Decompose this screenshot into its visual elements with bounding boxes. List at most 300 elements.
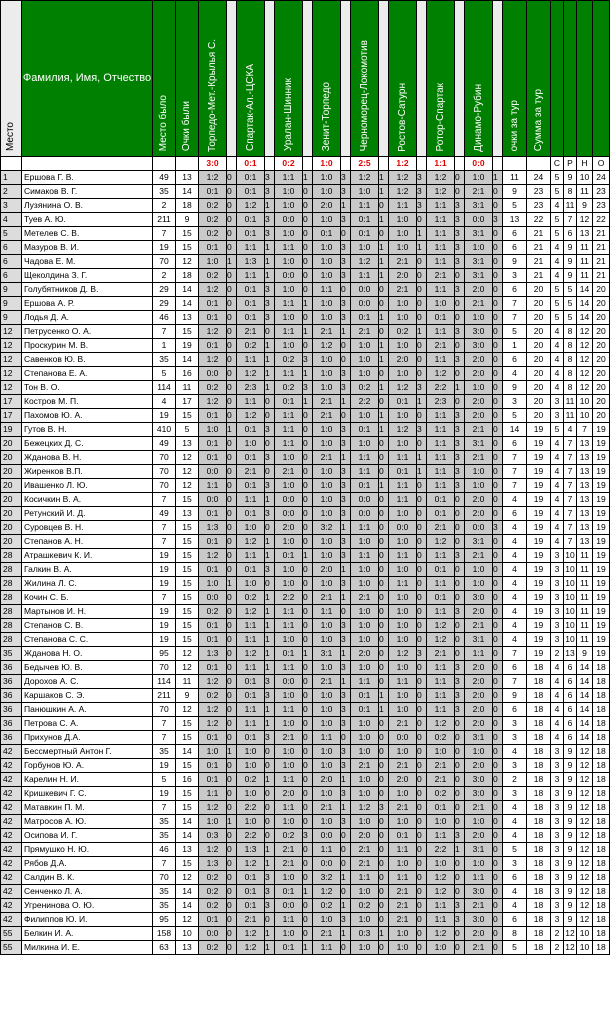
value-cell: 4 [551,241,564,255]
value-cell: 19 [593,451,610,465]
value-cell: 0:1 [237,689,265,703]
name-cell: Сенченко Л. А. [22,885,153,899]
name-cell: Кочин С. Б. [22,591,153,605]
name-cell: Жиренков В.П. [22,465,153,479]
value-cell: 0:1 [275,647,303,661]
value-cell: 3 [455,829,465,843]
value-cell: 1 [341,395,351,409]
value-cell: 1:0 [389,409,417,423]
value-cell: 0 [455,521,465,535]
place-cell: 20 [1,437,22,451]
value-cell: 2:1 [275,731,303,745]
value-cell: 0 [303,913,313,927]
value-cell: 9 [503,689,527,703]
value-cell: 1:2 [199,675,227,689]
value-cell: 20 [527,395,551,409]
value-cell: 0 [455,857,465,871]
value-cell: 1:1 [427,241,455,255]
value-cell: 0:0 [351,493,379,507]
value-cell: 7 [564,521,577,535]
table-row [1,465,610,479]
value-cell: 12 [577,871,593,885]
value-cell: 0 [227,591,237,605]
value-cell: 19 [527,493,551,507]
value-cell: 0 [455,731,465,745]
name-cell: Суровцев В. Н. [22,521,153,535]
value-cell: 3 [455,913,465,927]
value-cell: 0 [493,885,503,899]
value-cell: 21 [527,227,551,241]
value-cell: 0:1 [237,507,265,521]
table-row [1,689,610,703]
value-cell: 1:2 [389,171,417,185]
value-cell: 1 [379,339,389,353]
value-cell: 211 [153,213,176,227]
value-cell: 1:0 [275,759,303,773]
place-cell: 12 [1,381,22,395]
value-cell: 5 [551,297,564,311]
header-gap [493,1,503,157]
value-cell: 0 [379,465,389,479]
value-cell: 4 [503,493,527,507]
value-cell: 0:0 [199,367,227,381]
value-cell: 0 [303,479,313,493]
value-cell: 1:0 [351,787,379,801]
value-cell: 2:1 [389,885,417,899]
value-cell: 1:0 [389,689,417,703]
value-cell: 18 [527,885,551,899]
name-cell: Метелев С. В. [22,227,153,241]
value-cell: 0:2 [275,353,303,367]
value-cell: 3 [455,703,465,717]
value-cell: 0 [303,815,313,829]
results-row [1,157,610,171]
value-cell: 0 [493,773,503,787]
header-stat-blank [564,1,577,157]
value-cell: 0:1 [237,675,265,689]
value-cell: 0 [227,479,237,493]
value-cell: 19 [593,535,610,549]
value-cell: 0 [455,493,465,507]
name-cell: Петрусенко О. А. [22,325,153,339]
value-cell: 0 [493,731,503,745]
value-cell: 0 [455,339,465,353]
value-cell: 3 [493,213,503,227]
value-cell: 0 [493,801,503,815]
value-cell: 2:1 [427,647,455,661]
value-cell: 0 [379,297,389,311]
value-cell: 1:1 [313,731,341,745]
value-cell: 1 [417,465,427,479]
value-cell: 1 [341,591,351,605]
value-cell: 19 [593,493,610,507]
value-cell: 19 [153,787,176,801]
value-cell: 8 [564,353,577,367]
results-blank [341,157,351,171]
header-match-5: Черноморец-Локомотив [351,1,379,157]
place-cell: 36 [1,689,22,703]
value-cell: 1:2 [199,843,227,857]
value-cell: 0 [417,297,427,311]
value-cell: 0 [341,829,351,843]
value-cell: 0:1 [237,297,265,311]
value-cell: 0 [227,605,237,619]
value-cell: 6 [503,871,527,885]
header-gap [417,1,427,157]
value-cell: 10 [577,171,593,185]
value-cell: 18 [593,661,610,675]
value-cell: 211 [153,689,176,703]
value-cell: 5 [503,409,527,423]
value-cell: 1 [379,269,389,283]
value-cell: 0:1 [199,633,227,647]
value-cell: 1 [341,563,351,577]
value-cell: 6 [503,437,527,451]
value-cell: 19 [593,633,610,647]
value-cell: 1:1 [237,241,265,255]
table-row [1,353,610,367]
place-cell: 17 [1,409,22,423]
value-cell: 14 [577,689,593,703]
value-cell: 3 [455,437,465,451]
value-cell: 23 [527,185,551,199]
value-cell: 1:1 [389,451,417,465]
value-cell: 12 [577,815,593,829]
value-cell: 15 [176,605,199,619]
value-cell: 7 [503,465,527,479]
value-cell: 15 [176,857,199,871]
value-cell: 18 [593,885,610,899]
value-cell: 2:0 [465,829,493,843]
value-cell: 12 [577,339,593,353]
value-cell: 3 [341,689,351,703]
value-cell: 0:1 [427,591,455,605]
value-cell: 14 [503,423,527,437]
value-cell: 1:0 [351,563,379,577]
value-cell: 20 [527,353,551,367]
value-cell: 0:2 [199,199,227,213]
value-cell: 7 [153,731,176,745]
value-cell: 14 [176,353,199,367]
value-cell: 2:0 [465,367,493,381]
value-cell: 2:1 [351,843,379,857]
value-cell: 20 [593,395,610,409]
value-cell: 9 [564,745,577,759]
value-cell: 15 [176,577,199,591]
name-cell: Рябов Д.А. [22,857,153,871]
value-cell: 0 [303,255,313,269]
value-cell: 3 [455,213,465,227]
place-cell: 35 [1,647,22,661]
value-cell: 12 [176,661,199,675]
value-cell: 46 [153,843,176,857]
header-match-4: Зенит-Торпедо [313,1,341,157]
table-row [1,521,610,535]
value-cell: 12 [176,479,199,493]
value-cell: 20 [527,381,551,395]
value-cell: 0 [493,633,503,647]
value-cell: 4 [551,535,564,549]
value-cell: 1:0 [351,577,379,591]
value-cell: 0 [417,283,427,297]
value-cell: 0 [303,423,313,437]
value-cell: 6 [564,227,577,241]
value-cell: 0 [455,647,465,661]
value-cell: 1:0 [313,717,341,731]
value-cell: 1:1 [427,479,455,493]
value-cell: 29 [153,297,176,311]
value-cell: 0 [493,353,503,367]
value-cell: 15 [176,535,199,549]
header-match-6: Ростов-Сатурн [389,1,417,157]
value-cell: 0 [341,339,351,353]
value-cell: 1:0 [427,815,455,829]
value-cell: 4 [503,829,527,843]
value-cell: 0:1 [199,731,227,745]
value-cell: 0:1 [237,185,265,199]
value-cell: 0 [493,339,503,353]
value-cell: 3 [341,619,351,633]
table-row [1,731,610,745]
value-cell: 1:0 [389,857,417,871]
value-cell: 0 [265,913,275,927]
value-cell: 0 [303,507,313,521]
value-cell: 3 [551,395,564,409]
value-cell: 18 [176,199,199,213]
value-cell: 9 [564,255,577,269]
value-cell: 1:1 [427,437,455,451]
value-cell: 0:1 [199,619,227,633]
value-cell: 20 [527,325,551,339]
value-cell: 0 [303,311,313,325]
value-cell: 0:2 [199,871,227,885]
value-cell: 3 [303,381,313,395]
value-cell: 19 [153,549,176,563]
table-row [1,633,610,647]
value-cell: 0:1 [351,227,379,241]
value-cell: 15 [176,409,199,423]
value-cell: 2:0 [389,773,417,787]
value-cell: 63 [153,941,176,955]
value-cell: 1:0 [275,479,303,493]
value-cell: 0 [303,591,313,605]
value-cell: 1 [379,689,389,703]
value-cell: 0 [227,801,237,815]
value-cell: 0 [379,913,389,927]
value-cell: 9 [564,899,577,913]
value-cell: 18 [527,843,551,857]
value-cell: 9 [564,171,577,185]
value-cell: 2 [153,269,176,283]
value-cell: 12 [577,899,593,913]
value-cell: 10 [577,395,593,409]
value-cell: 3 [341,633,351,647]
value-cell: 14 [176,283,199,297]
value-cell: 1:0 [313,423,341,437]
value-cell: 10 [577,409,593,423]
name-cell: Галкин В. А. [22,563,153,577]
name-cell: Гутов В. Н. [22,423,153,437]
value-cell: 1:0 [389,815,417,829]
value-cell: 1 [379,423,389,437]
value-cell: 13 [176,941,199,955]
value-cell: 1 [265,353,275,367]
value-cell: 158 [153,927,176,941]
value-cell: 1:0 [313,535,341,549]
value-cell: 20 [593,353,610,367]
value-cell: 0 [417,843,427,857]
value-cell: 0 [341,885,351,899]
value-cell: 1 [265,619,275,633]
value-cell: 15 [176,591,199,605]
value-cell: 0 [303,619,313,633]
value-cell: 9 [564,815,577,829]
value-cell: 0 [417,815,427,829]
value-cell: 12 [577,325,593,339]
value-cell: 1:0 [275,283,303,297]
value-cell: 1 [265,647,275,661]
value-cell: 0 [455,927,465,941]
value-cell: 1 [265,255,275,269]
value-cell: 1:1 [427,213,455,227]
value-cell: 2:1 [465,451,493,465]
value-cell: 0:1 [237,311,265,325]
value-cell: 114 [153,381,176,395]
value-cell: 1 [379,185,389,199]
value-cell: 0 [493,437,503,451]
value-cell: 0 [303,283,313,297]
value-cell: 1 [303,941,313,955]
value-cell: 0 [303,899,313,913]
value-cell: 19 [176,339,199,353]
value-cell: 1:2 [237,199,265,213]
value-cell: 1:0 [275,815,303,829]
place-cell: 1 [1,171,22,185]
value-cell: 2:1 [389,899,417,913]
value-cell: 0 [417,899,427,913]
header-gap [455,1,465,157]
value-cell: 1:0 [465,857,493,871]
value-cell: 19 [527,577,551,591]
value-cell: 1:2 [427,535,455,549]
value-cell: 0:1 [237,451,265,465]
value-cell: 3:0 [465,339,493,353]
value-cell: 0 [227,283,237,297]
value-cell: 0 [379,675,389,689]
value-cell: 1:0 [389,787,417,801]
results-blank [303,157,313,171]
value-cell: 0 [303,185,313,199]
value-cell: 2 [153,199,176,213]
value-cell: 3 [455,661,465,675]
value-cell: 0 [455,297,465,311]
name-cell: Симаков В. Г. [22,185,153,199]
value-cell: 1:1 [275,801,303,815]
place-cell: 36 [1,717,22,731]
value-cell: 12 [176,913,199,927]
value-cell: 4 [503,577,527,591]
value-cell: 1:1 [275,703,303,717]
value-cell: 1:0 [351,941,379,955]
value-cell: 14 [577,283,593,297]
value-cell: 3 [455,227,465,241]
value-cell: 19 [593,605,610,619]
value-cell: 3:2 [313,871,341,885]
value-cell: 1:1 [237,703,265,717]
value-cell: 0 [265,801,275,815]
value-cell: 3:1 [465,227,493,241]
value-cell: 3 [341,913,351,927]
value-cell: 0 [417,605,427,619]
value-cell: 1:1 [427,227,455,241]
value-cell: 0 [265,395,275,409]
value-cell: 0 [341,227,351,241]
value-cell: 0 [455,717,465,731]
value-cell: 3:1 [465,437,493,451]
value-cell: 15 [176,563,199,577]
value-cell: 0 [379,857,389,871]
value-cell: 7 [153,717,176,731]
value-cell: 1:0 [465,577,493,591]
table-row [1,591,610,605]
value-cell: 19 [153,409,176,423]
value-cell: 0:2 [199,941,227,955]
place-cell: 19 [1,423,22,437]
value-cell: 3:0 [465,787,493,801]
value-cell: 0 [341,353,351,367]
value-cell: 0 [417,829,427,843]
value-cell: 6 [503,913,527,927]
value-cell: 0:0 [313,857,341,871]
table-row [1,339,610,353]
value-cell: 2:1 [389,283,417,297]
value-cell: 35 [153,815,176,829]
value-cell: 0 [265,577,275,591]
name-cell: Филиппов Ю. И. [22,913,153,927]
value-cell: 8 [564,339,577,353]
value-cell: 3 [341,479,351,493]
value-cell: 20 [527,283,551,297]
value-cell: 0 [493,423,503,437]
table-row [1,703,610,717]
value-cell: 1:0 [389,703,417,717]
value-cell: 0 [493,857,503,871]
value-cell: 1:0 [465,563,493,577]
value-cell: 0 [417,269,427,283]
name-cell: Савенков Ю. В. [22,353,153,367]
value-cell: 9 [577,199,593,213]
value-cell: 1 [265,843,275,857]
value-cell: 12 [564,927,577,941]
value-cell: 3:1 [465,843,493,857]
place-cell: 42 [1,773,22,787]
value-cell: 0 [493,787,503,801]
table-body [1,171,610,955]
name-cell: Ивашенко Л. Ю. [22,479,153,493]
value-cell: 1:1 [427,451,455,465]
value-cell: 0:1 [199,773,227,787]
value-cell: 0 [303,759,313,773]
value-cell: 0 [493,591,503,605]
value-cell: 4 [153,395,176,409]
value-cell: 0 [417,703,427,717]
value-cell: 0 [417,689,427,703]
value-cell: 3 [503,857,527,871]
place-cell: 42 [1,815,22,829]
value-cell: 21 [527,269,551,283]
value-cell: 1:1 [427,577,455,591]
value-cell: 0:1 [237,899,265,913]
